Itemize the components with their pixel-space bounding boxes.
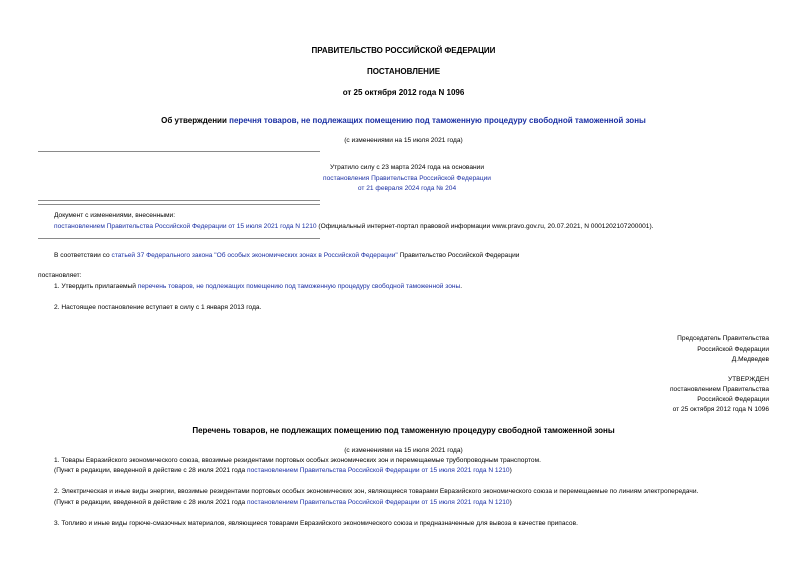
expired-link-2[interactable]: от 21 февраля 2024 года № 204 bbox=[357, 185, 457, 192]
list-title: Перечень товаров, не подлежащих помещению под таможенную процедуру свободной таможенной зоны bbox=[192, 426, 615, 435]
document-type: ПОСТАНОВЛЕНИЕ bbox=[366, 67, 441, 76]
expired-line: Утратило силу с 23 марта 2024 года на основании bbox=[329, 164, 485, 171]
note-prefix: (Пункт в редакции, введенной в действие с 28 июля 2021 года bbox=[54, 467, 248, 474]
title-prefix: Об утверждении bbox=[161, 116, 230, 125]
approved-line-2: постановлением Правительства bbox=[669, 386, 769, 393]
note-suffix: ) bbox=[509, 467, 512, 474]
preamble-link[interactable]: статьей 37 Федерального закона "Об особых экономических зонах в Российской Федерации" bbox=[111, 252, 398, 259]
approved-line-1: УТВЕРЖДЕН bbox=[727, 376, 769, 383]
approved-line-3: Российской Федерации bbox=[697, 396, 769, 403]
changes-link[interactable]: постановлением Правительства Российской Федерации от 15 июля 2021 года N 1210 bbox=[54, 223, 317, 230]
note-link[interactable]: постановлением Правительства Российской Федерации от 15 июля 2021 года N 1210 bbox=[247, 467, 510, 474]
changes-label: Документ с изменениями, внесенными: bbox=[54, 212, 176, 219]
clause-1-suffix: . bbox=[460, 283, 463, 290]
note-prefix: (Пункт в редакции, введенной в действие с 28 июля 2021 года bbox=[54, 499, 248, 506]
list-item-3-text: 3. Топливо и иные виды горюче-смазочных материалов, являющиеся товарами Евразийского экономического союза и предназначенные для вывоза в качестве припасов. bbox=[54, 520, 578, 527]
title-link[interactable]: перечня товаров, не подлежащих помещению под таможенную процедуру свободной таможенной зоны bbox=[229, 116, 646, 125]
list-item-1-text: 1. Товары Евразийского экономического союза, ввозимые резидентами портовых особых экономических зон и перемещаемые трубопроводным транспортом. bbox=[54, 457, 541, 464]
list-edition-note: (с изменениями на 15 июля 2021 года) bbox=[344, 447, 463, 454]
note-link[interactable]: постановлением Правительства Российской Федерации от 15 июля 2021 года N 1210 bbox=[247, 499, 510, 506]
decides-text: постановляет: bbox=[38, 272, 82, 279]
clause-1-prefix: 1. Утвердить прилагаемый bbox=[54, 283, 138, 290]
list-item-2-text: 2. Электрическая и иные виды энергии, ввозимые резидентами портовых особых экономических зон, являющиеся товарами Евразийского экономического союза и перемещаемые по линиям электропередачи. bbox=[54, 488, 699, 495]
signature-line-2: Российской Федерации bbox=[697, 346, 769, 353]
expired-link-1[interactable]: постановления Правительства Российской Федерации bbox=[323, 175, 491, 182]
document-title bbox=[0, 116, 807, 125]
clause-1-link[interactable]: перечень товаров, не подлежащих помещению под таможенную процедуру свободной таможенной зоны bbox=[137, 283, 461, 290]
changes-suffix: (Официальный интернет-портал правовой информации www.pravo.gov.ru, 20.07.2021, N 0001202107200001). bbox=[316, 223, 654, 230]
preamble-prefix: В соответствии со bbox=[54, 252, 112, 259]
document-date-number: от 25 октября 2012 года N 1096 bbox=[342, 88, 465, 97]
preamble bbox=[54, 252, 519, 259]
changes-line bbox=[54, 223, 654, 230]
approved-line-4: от 25 октября 2012 года N 1096 bbox=[672, 406, 769, 413]
divider bbox=[38, 204, 320, 205]
clause-2: 2. Настоящее постановление вступает в силу с 1 января 2013 года. bbox=[54, 304, 262, 311]
divider bbox=[38, 200, 320, 201]
note-suffix: ) bbox=[509, 499, 512, 506]
preamble-suffix: Правительство Российской Федерации bbox=[397, 252, 520, 259]
signature-line-1: Председатель Правительства bbox=[677, 335, 769, 342]
divider bbox=[38, 151, 320, 152]
edition-note: (с изменениями на 15 июля 2021 года) bbox=[344, 137, 463, 144]
clause-1 bbox=[54, 283, 462, 290]
list-item-1-note bbox=[54, 467, 512, 474]
list-item-2-note bbox=[54, 499, 512, 506]
divider bbox=[38, 238, 320, 239]
government-heading: ПРАВИТЕЛЬСТВО РОССИЙСКОЙ ФЕДЕРАЦИИ bbox=[311, 46, 496, 55]
signature-line-3: Д.Медведев bbox=[731, 356, 769, 363]
